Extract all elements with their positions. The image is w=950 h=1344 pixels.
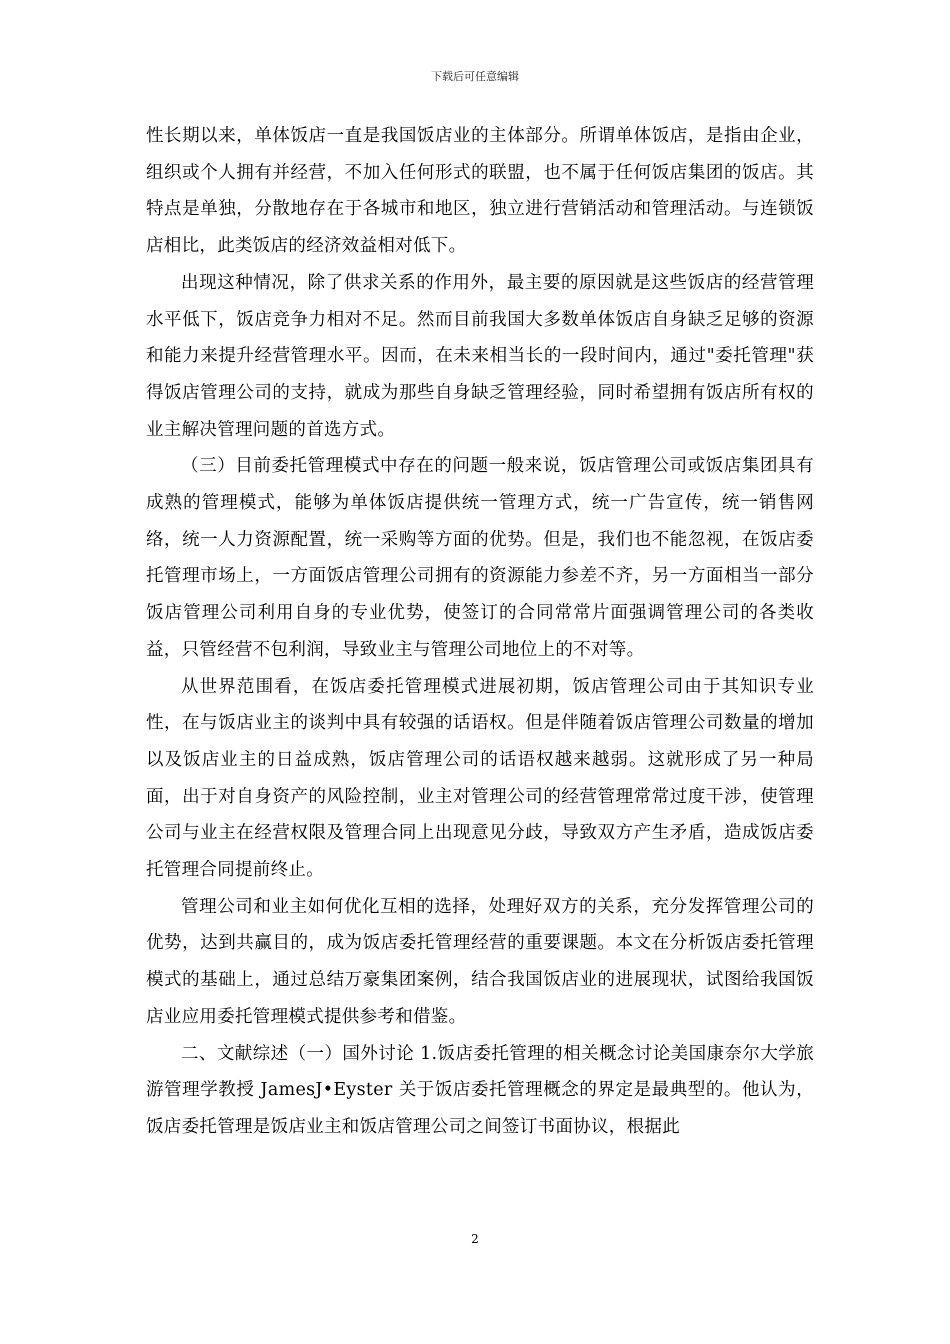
paragraph-6: 二、文献综述（一）国外讨论 1.饭店委托管理的相关概念讨论美国康奈尔大学旅游管理学教授 JamesJ•Eyster 关于饭店委托管理概念的界定是最典型的。他认为，饭店委托管理是饭店业主和饭店管理公司之间签订书面协议，根据此 (146, 1043, 814, 1137)
document-body (146, 118, 814, 1146)
paragraph-3: （三）目前委托管理模式中存在的问题一般来说，饭店管理公司或饭店集团具有成熟的管理模式，能够为单体饭店提供统一管理方式，统一广告宣传，统一销售网络，统一人力资源配置，统一采购等方面的优势。但是，我们也不能忽视，在饭店委托管理市场上，一方面饭店管理公司拥有的资源能力参差不齐，另一方面相当一部分饭店管理公司利用自身的专业优势，使签订的合同常常片面强调管理公司的各类收益，只管经营不包利润，导致业主与管理公司地位上的不对等。 (146, 456, 814, 660)
paragraph-4: 从世界范围看，在饭店委托管理模式进展初期，饭店管理公司由于其知识专业性，在与饭店业主的谈判中具有较强的话语权。但是伴随着饭店管理公司数量的增加以及饭店业主的日益成熟，饭店管理公司的话语权越来越弱。这就形成了另一种局面，出于对自身资产的风险控制，业主对管理公司的经营管理常常过度干涉，使管理公司与业主在经营权限及管理合同上出现意见分歧，导致双方产生矛盾，造成饭店委托管理合同提前终止。 (146, 676, 814, 881)
page-number: 2 (471, 1232, 479, 1246)
paragraph-2: 出现这种情况，除了供求关系的作用外，最主要的原因就是这些饭店的经营管理水平低下，饭店竞争力相对不足。然而目前我国大多数单体饭店自身缺乏足够的资源和能力来提升经营管理水平。因而，在未来相当长的一段时间内，通过"委托管理"获得饭店管理公司的支持，就成为那些自身缺乏管理经验，同时希望拥有饭店所有权的业主解决管理问题的首选方式。 (146, 272, 814, 440)
page-header: 下载后可任意编辑 (431, 70, 519, 83)
paragraph-5: 管理公司和业主如何优化互相的选择，处理好双方的关系，充分发挥管理公司的优势，达到共赢目的，成为饭店委托管理经营的重要课题。本文在分析饭店委托管理模式的基础上，通过总结万豪集团案例，结合我国饭店业的进展现状，试图给我国饭店业应用委托管理模式提供参考和借鉴。 (146, 896, 814, 1027)
paragraph-1: 性长期以来，单体饭店一直是我国饭店业的主体部分。所谓单体饭店，是指由企业，组织或个人拥有并经营，不加入任何形式的联盟，也不属于任何饭店集团的饭店。其特点是单独，分散地存在于各城市和地区，独立进行营销活动和管理活动。与连锁饭店相比，此类饭店的经济效益相对低下。 (146, 126, 814, 257)
